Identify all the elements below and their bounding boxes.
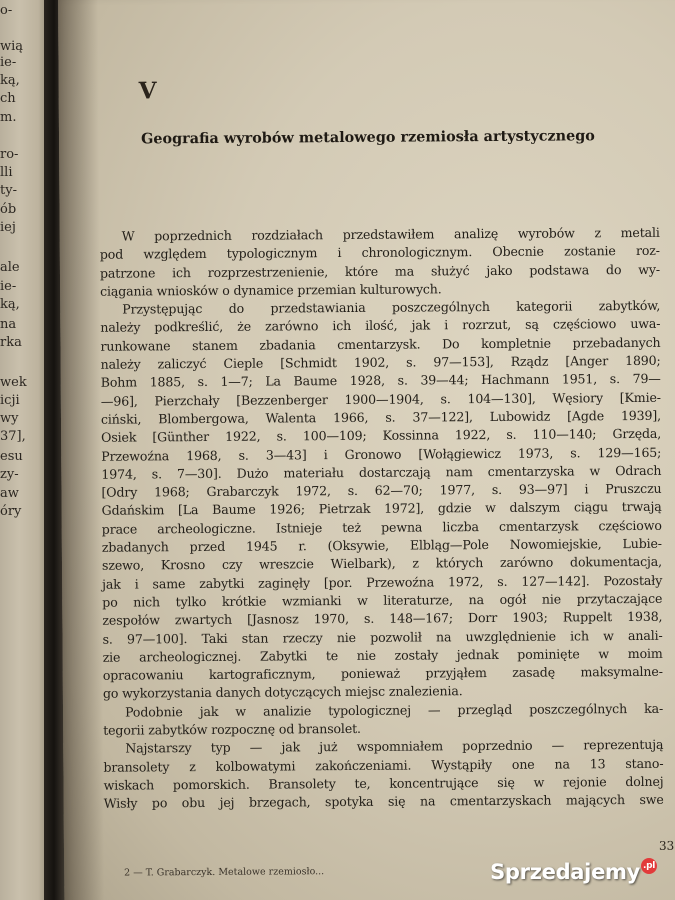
text-line: 1974, s. 7—30]. Dużo materiału dostarczają nam cmentarzyska w Odrach xyxy=(101,462,662,482)
watermark-logo xyxy=(490,860,657,884)
left-page-edge xyxy=(0,0,48,900)
book-page xyxy=(58,0,675,900)
text-line: s. 97—100]. Taki stan rzeczy nie pozwolił na uwzględnienie ich w anali- xyxy=(102,627,663,647)
text-line: zbadanych przed 1945 r. (Oksywie, Elbląg—Pole Nowomiejskie, Lubie- xyxy=(101,535,662,555)
left-fragment: ro- xyxy=(0,147,19,162)
left-fragment: wek xyxy=(0,375,27,390)
footnote: 2 — T. Grabarczyk. Metalowe rzemiosło... xyxy=(124,866,325,879)
text-line: zespołów zwartych [Jasnosz 1970, s. 148—167; Dorr 1903; Ruppelt 1938, xyxy=(102,609,663,628)
left-fragment: wią xyxy=(0,39,24,54)
text-line: pod względem typologicznym i chronologicznym. Obecnie zostanie roz- xyxy=(99,243,660,263)
left-fragment: óry xyxy=(0,504,22,519)
text-line: patrzone ich rozprzestrzenienie, które ma służyć jako podstawa do wy- xyxy=(99,261,661,281)
text-line: Osiek [Günther 1922, s. 100—109; Kossinna 1922, s. 110—140; Grzęda, xyxy=(101,426,662,445)
left-fragment: ób xyxy=(0,202,17,217)
text-line: ciągania wniosków o dynamice przemian kulturowych. xyxy=(100,281,442,299)
left-fragment: icji xyxy=(0,393,20,408)
text-line: po nich tylko krótkie wzmianki w literaturze, na ogół nie przytaczające xyxy=(102,590,663,610)
left-fragment: zy- xyxy=(0,467,19,482)
text-line: runkowane stanem zbadania cmentarzysk. Do kompletnie przebadanych xyxy=(100,334,661,354)
text-line: —96], Pierzchały [Bezzenberger 1900—1904, s. 104—130], Węsiory [Kmie- xyxy=(100,389,661,409)
text-line: zie archeologicznej. Zabytki te nie zostały jednak pominięte w moim xyxy=(102,645,663,665)
left-fragment: m. xyxy=(0,110,17,125)
text-line: opracowaniu kartograficznym, ponieważ przyjąłem zasadę maksymalne- xyxy=(102,663,663,683)
left-fragment: ką, xyxy=(0,73,20,88)
text-line: Przystępując do przedstawiania poszczególnych kategorii zabytków, xyxy=(122,297,661,317)
left-fragment: 37], xyxy=(0,429,26,444)
text-line: ciński, Blombergowa, Walenta 1966, s. 37—122], Lubowidz [Agde 1939], xyxy=(100,407,662,427)
text-line: bransolety z kolbowatymi zakończeniami. Wystąpiły one na 13 stano- xyxy=(103,755,664,775)
text-line: Najstarszy typ — jak już wspomniałem poprzednio — reprezentują xyxy=(125,737,664,756)
left-fragment: iej xyxy=(0,220,16,235)
text-line: [Odry 1968; Grabarczyk 1972, s. 62—70; 1977, s. 93—97] i Pruszczu xyxy=(101,480,662,500)
left-fragment: lli xyxy=(0,165,13,180)
text-line: jak i same zabytki zaginęły [por. Przewoźna 1972, s. 127—142]. Pozostały xyxy=(102,572,663,592)
left-fragment: ty- xyxy=(0,183,17,198)
left-fragment: na xyxy=(0,317,17,332)
text-line: tegorii zabytków rozpocznę od bransolet. xyxy=(103,720,361,738)
text-line: Podobnie jak w analizie typologicznej — przegląd poszczególnych ka- xyxy=(124,700,664,720)
text-line: Wisły po obu jej brzegach, spotyka się na cmentarzyskach mających swe xyxy=(103,791,664,811)
page-number: 33 xyxy=(658,838,675,853)
left-fragment: ką, xyxy=(0,297,20,312)
left-fragment: o- xyxy=(0,3,13,18)
watermark-badge: .pl xyxy=(641,858,657,874)
text-line: W poprzednich rozdziałach przedstawiłem analizę wyrobów z metali xyxy=(121,224,660,244)
watermark-text: Sprzedajemy xyxy=(490,860,640,884)
text-line: należy zaliczyć Cieple [Schmidt 1902, s. 97—153], Rządz [Anger 1890; xyxy=(100,352,661,372)
left-fragment: wy xyxy=(0,411,19,426)
left-fragment: aw xyxy=(0,486,19,501)
text-line: go wykorzystania danych dotyczących miejsc znalezienia. xyxy=(102,683,463,702)
left-fragment: ale xyxy=(0,260,20,275)
body-text xyxy=(100,224,664,813)
left-fragment: esu xyxy=(0,449,23,464)
left-fragment: rka xyxy=(0,335,22,350)
left-fragment: ch xyxy=(0,91,16,106)
left-fragment: ie- xyxy=(0,279,17,294)
text-line: Gdańskim [La Baume 1926; Pietrzak 1972], gdzie w dalszym ciągu trwają xyxy=(101,499,662,519)
text-line: Bohm 1885, s. 1—7; La Baume 1928, s. 39—44; Hachmann 1951, s. 79— xyxy=(100,371,661,391)
text-line: wiskach pomorskich. Bransolety te, koncentrujące się w rejonie dolnej xyxy=(103,773,664,793)
text-line: należy podkreślić, że zarówno ich ilość, jak i rozrzut, są częściowo uwa- xyxy=(100,316,661,336)
left-fragment: ie- xyxy=(0,55,17,70)
text-line: szewo, Krosno czy wreszcie Wielbark), z których zarówno dokumentacja, xyxy=(101,554,663,574)
chapter-title: Geografia wyrobów metalowego rzemiosła artystycznego xyxy=(140,127,595,148)
text-line: prace archeologiczne. Istnieje też pewna liczba cmentarzysk częściowo xyxy=(101,517,662,537)
chapter-numeral: V xyxy=(138,77,157,105)
text-line: Przewoźna 1968, s. 3—43] i Gronowo [Wołągiewicz 1973, s. 129—165; xyxy=(101,444,662,464)
